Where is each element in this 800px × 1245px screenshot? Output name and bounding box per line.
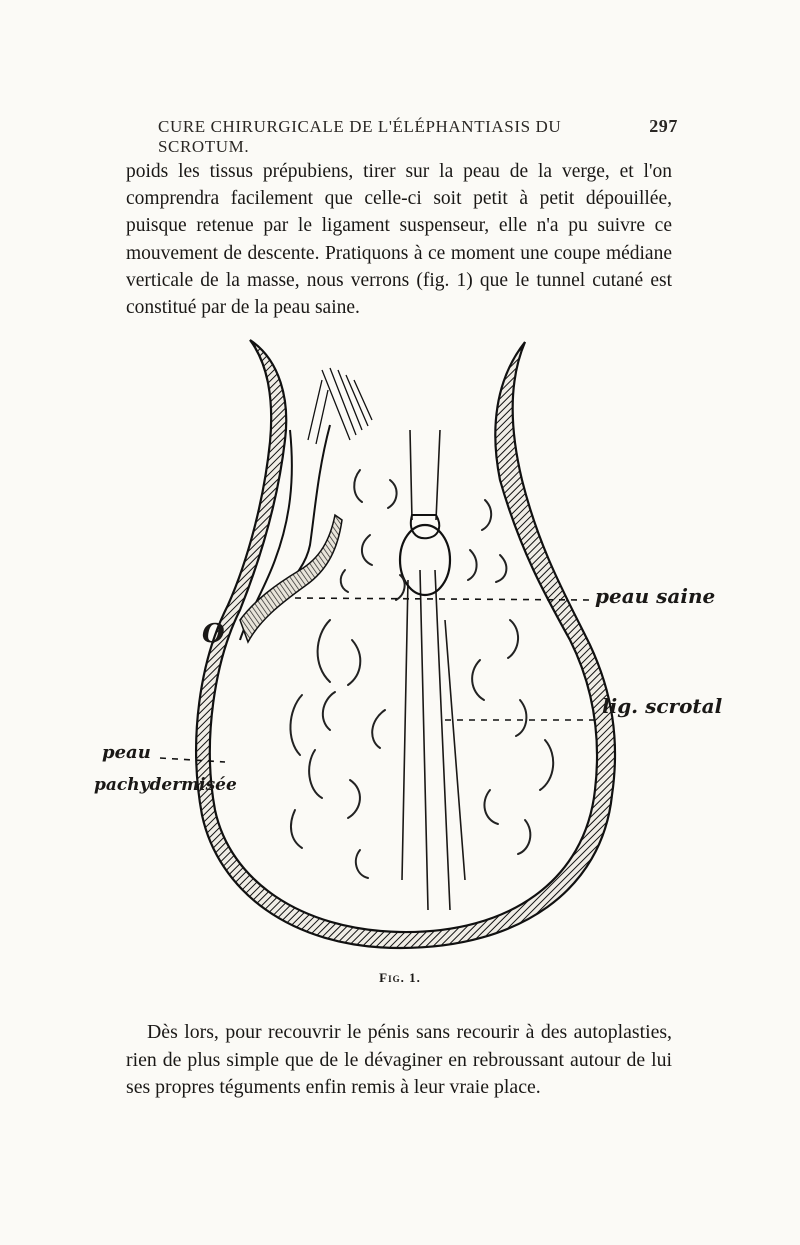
page-number: 297 [649, 116, 678, 136]
figure-illustration [90, 320, 730, 960]
label-pachydermisee: pachydermisée [94, 775, 237, 795]
label-peau-saine: peau saine [595, 584, 716, 608]
outer-skin-wall [196, 340, 615, 948]
paragraph-bottom [126, 1019, 672, 1102]
label-peau: peau [102, 742, 151, 763]
figure-caption: Fig. 1. [379, 970, 421, 985]
running-head [158, 116, 678, 157]
testis-oval [400, 525, 450, 595]
paragraph-top: poids les tissus prépubiens, tirer sur la peau de la verge, et l'on comprendra facilement que celle-ci soit petit à petit dépouillée, puisque retenue par le ligament suspenseur, elle n'a pu suivre ce mouvement de descente. Pratiquons à ce moment une coupe médiane verticale de la masse, nous verrons (fig. 1) que le tunnel cutané est constitué par de la peau saine. [126, 161, 672, 319]
running-head-title: CURE CHIRURGICALE DE L'ÉLÉPHANTIASIS DU SCROTUM. [158, 117, 562, 156]
scrotum-cross-section-drawing [90, 320, 730, 960]
label-o: O [202, 619, 225, 649]
central-ligament [402, 430, 465, 910]
label-lig-scrotal: lig. scrotal [602, 694, 723, 718]
fibrous-strands [308, 368, 372, 444]
paragraph-bottom-text: Dès lors, pour recouvrir le pénis sans recourir à des autoplasties, rien de plus simple que de le dévaginer en rebroussant autour de lui ses propres téguments enfin remis à leur vraie place. [126, 1021, 672, 1098]
